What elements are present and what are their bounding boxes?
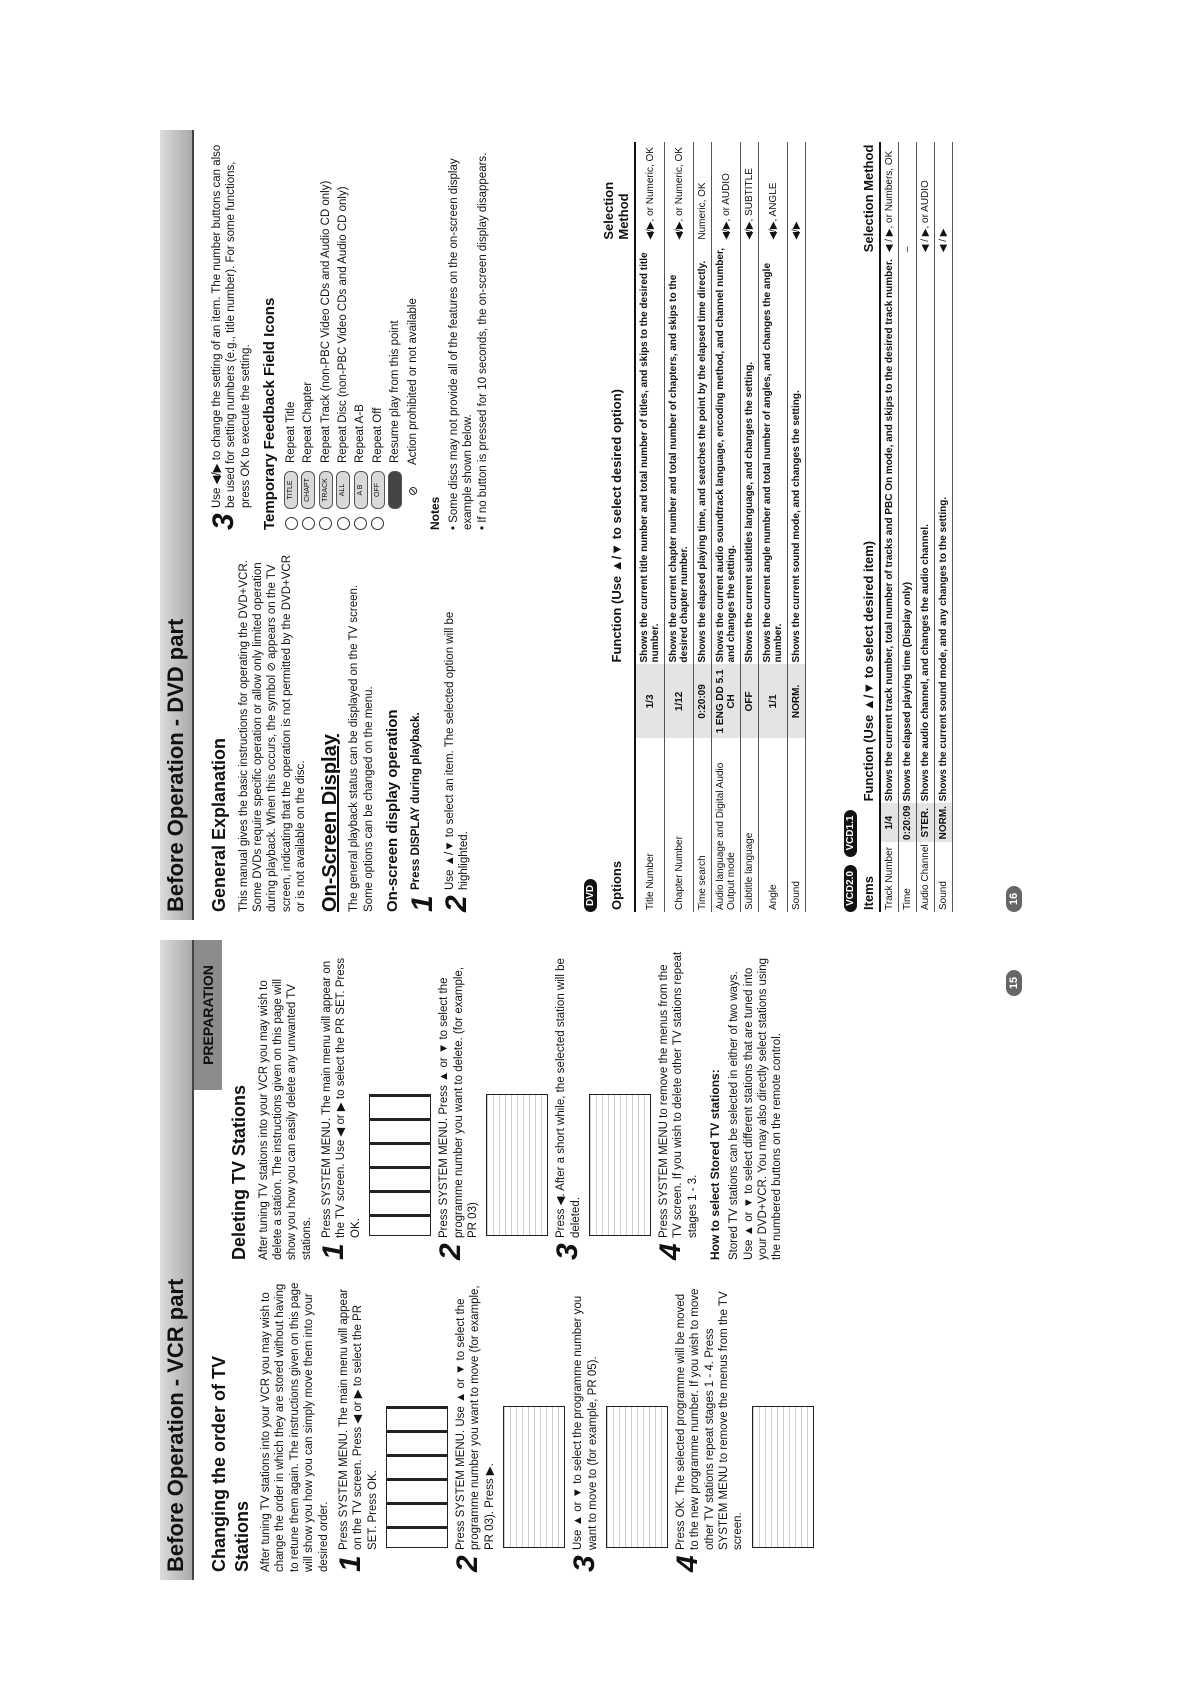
general-text: This manual gives the basic instructions for operating the DVD+VCR. Some DVDs require specific operation or allow only limited operation during playback. When this occurs, the symbol ⊘ appears on the TV screen, indicating that the operation is not permitted by the DVD+VCR or is not available on the disc. xyxy=(237,554,307,912)
table-row: Audio Channel STER. Shows the audio channel, and changes the audio channel. ◀ / ▶, or AUDIO xyxy=(917,142,935,912)
dvd-header: Before Operation - DVD part xyxy=(160,130,194,920)
menu-screen-image xyxy=(369,1094,431,1236)
table-row: Track Number 1/4 Shows the current track number, total number of tracks and PBC On mode, and skips to the desired track number. ◀ / ▶, or Numbers, OK xyxy=(880,142,899,912)
page-number-15: 15 xyxy=(1006,970,1022,996)
feedback-section xyxy=(204,140,490,530)
resume-icon xyxy=(388,471,402,509)
osd-subtitle: On-screen display operation xyxy=(384,709,402,912)
changing-step-3: 3 Use ▲ or ▼ to select the programme number you want to move to (for example, PR 05). xyxy=(568,1295,602,1572)
feedback-item: TRACK Repeat Track (non-PBC Video CDs and Audio CD only) xyxy=(319,140,333,530)
changing-step-2: 2 Press SYSTEM MENU. Use ▲ or ▼ to select the programme number you want to move (for example, PR 03). Press ▶. xyxy=(451,1285,496,1572)
page-number-16: 16 xyxy=(1006,886,1022,912)
feedback-item: ALL Repeat Disc (non-PBC Video CDs and Audio CD only) xyxy=(336,140,350,530)
vcd11-badge: VCD1.1 xyxy=(844,810,857,857)
osd-step-1: 1 Press DISPLAY during playback. xyxy=(405,712,439,912)
preparation-tab: PREPARATION xyxy=(194,940,222,1090)
feedback-item: CHAPT Repeat Chapter xyxy=(301,140,315,530)
note-item: • If no button is pressed for 10 seconds, the on-screen display disappears. xyxy=(476,152,489,530)
disc-icon xyxy=(319,517,332,530)
table-row: Sound NORM. Shows the current sound mode, and changes the setting. ◀/▶ xyxy=(788,142,806,912)
disc-icon xyxy=(302,517,315,530)
osd-title: On-Screen Display xyxy=(319,734,342,912)
osd-text: The general playback status can be displayed on the TV screen. Some options can be changed on the menu. xyxy=(348,584,375,912)
stored-stations-text: Stored TV stations can be selected in either of two ways. Use ▲ or ▼ to select different stations that are tuned into your DVD+VCR. You may also directly select stations using the numbered buttons on the remote control. xyxy=(728,957,784,1260)
repeat-all-icon: ALL xyxy=(336,471,350,509)
table-row: Audio language and Digital Audio Output mode 1 ENG DD 5.1 CH Shows the current audio soundtrack language, encoding method, and channel number, and changes the setting. ◀/▶, or AUDIO xyxy=(712,142,741,912)
col-function: Function (Use ▲/▼ to select desired item) xyxy=(858,254,880,803)
table-row: Subtitle language OFF Shows the current subtitles language, and changes the setting. ◀/▶, SUBTITLE xyxy=(741,142,759,912)
col-function: Function (Use ▲/▼ to select desired option) xyxy=(598,242,635,665)
feedback-item: OFF Repeat Off xyxy=(371,140,385,530)
repeat-ab-icon: A B xyxy=(354,471,368,509)
notes-list xyxy=(447,140,490,530)
disc-icon xyxy=(354,517,367,530)
changing-section xyxy=(204,1282,820,1572)
deleting-step-1: 1 Press SYSTEM MENU. The main menu will appear on the TV screen. Use ◀ or ▶ to select the PR SET. Press OK. xyxy=(317,957,362,1260)
disc-icon xyxy=(337,517,350,530)
deleting-section xyxy=(224,950,785,1260)
prohibited-icon: ⊘ xyxy=(407,473,419,509)
feedback-item: ⊘ Action prohibited or not available xyxy=(406,140,420,530)
pr-list-screen-image xyxy=(752,1406,814,1548)
col-display xyxy=(858,803,880,842)
vcr-page xyxy=(160,940,1030,1580)
changing-step-1: 1 Press SYSTEM MENU. The main menu will appear on the TV screen. Press ◀ or ▶ to select the PR SET. Press OK. xyxy=(333,1288,379,1572)
col-method: Selection Method xyxy=(858,142,880,254)
deleting-step-3: 3 Press ◀. After a short while, the selected station will be deleted. xyxy=(551,958,585,1260)
table-row: Time 0:20:09 Shows the elapsed playing time (Display only) – xyxy=(899,142,917,912)
col-options: Options xyxy=(598,738,635,912)
deleting-title: Deleting TV Stations xyxy=(229,1084,249,1260)
vcd-items-table xyxy=(840,142,953,912)
repeat-title-icon: TITLE xyxy=(284,471,298,509)
osd-step-3: 3 Use ◀/▶ to change the setting of an item. The number buttons can also be used for setting numbers (e.g., title number). For some functions, press OK to execute the setting. xyxy=(207,144,252,530)
dvd-options-table xyxy=(580,142,806,912)
feedback-item: TITLE Repeat Title xyxy=(284,140,298,530)
dvd-page xyxy=(160,130,1030,920)
feedback-title: Temporary Feedback Field Icons xyxy=(261,297,279,530)
repeat-chapter-icon: CHAPT xyxy=(301,471,315,509)
table-row: Time search 0:20:09 Shows the elapsed playing time, and searches the point by the elapsed time directly. Numeric, OK xyxy=(694,142,712,912)
pr-list-screen-image xyxy=(503,1406,565,1548)
changing-step-4: 4 Press OK. The selected programme will be moved to the new programme number. If you wish to move other TV stations repeat stages 1 - 4. Press SYSTEM MENU to remove the menus from the TV screen. xyxy=(670,1288,745,1572)
deleting-step-4: 4 Press SYSTEM MENU to remove the menus from the TV screen. If you wish to delete other TV stations repeat stages 1 - 3. xyxy=(654,951,699,1260)
dvd-badge: DVD xyxy=(584,879,597,912)
vcd20-badge: VCD2.0 xyxy=(844,865,857,912)
feedback-item: A B Repeat A-B xyxy=(353,140,367,530)
vcr-header: Before Operation - VCR part xyxy=(160,940,194,1580)
manual-spread xyxy=(160,130,1030,1580)
changing-intro: After tuning TV stations into your VCR you may wish to change the order in which they are stored without having to retune them again. The instructions given on this page will show you how you can simply move them into your desired order. xyxy=(260,1282,330,1572)
pr-list-screen-image xyxy=(589,1094,651,1236)
osd-step-2: 2 Use ▲/▼ to select an item. The selected option will be highlighted. xyxy=(439,611,473,912)
repeat-off-icon: OFF xyxy=(371,471,385,509)
menu-screen-image xyxy=(386,1406,448,1548)
col-display xyxy=(598,665,635,739)
disc-icon xyxy=(371,517,384,530)
pr-list-screen-image xyxy=(606,1406,668,1548)
changing-title: Changing the order of TV Stations xyxy=(209,1356,252,1572)
col-items: Items xyxy=(858,842,880,912)
general-section xyxy=(204,552,478,912)
table-row: Title Number 1/3 Shows the current title number and total number of titles, and skips to the desired title number. ◀/▶, or Numeric, OK xyxy=(635,142,665,912)
repeat-track-icon: TRACK xyxy=(319,471,333,509)
pr-list-screen-image xyxy=(486,1094,548,1236)
table-row: Sound NORM. Shows the current sound mode, and any changes to the setting. ◀ / ▶ xyxy=(935,142,953,912)
disc-icon xyxy=(285,517,298,530)
table-row: Angle 1/1 Shows the current angle number and total number of angles, and changes the angle number. ◀/▶, ANGLE xyxy=(759,142,788,912)
deleting-intro: After tuning TV stations into your VCR you may wish to delete a station. The instructions given on this page will show you how you can easily delete any unwanted TV stations. xyxy=(257,978,313,1260)
note-item: • Some discs may not provide all of the features on the on-screen display example shown below. xyxy=(447,158,475,530)
general-title: General Explanation xyxy=(209,737,229,912)
notes-title: Notes xyxy=(427,496,442,530)
feedback-item: Resume play from this point xyxy=(388,140,402,530)
col-method: Selection Method xyxy=(598,142,635,242)
table-row: Chapter Number 1/12 Shows the current chapter number and total number of chapters, and skips to the desired chapter number. ◀/▶, or Numeric, OK xyxy=(665,142,694,912)
deleting-step-2: 2 Press SYSTEM MENU. Press ▲ or ▼ to select the programme number you want to delete. (for example, PR 03) xyxy=(434,966,479,1260)
stored-stations-title: How to select Stored TV stations: xyxy=(708,1069,723,1260)
feedback-list xyxy=(284,140,420,530)
